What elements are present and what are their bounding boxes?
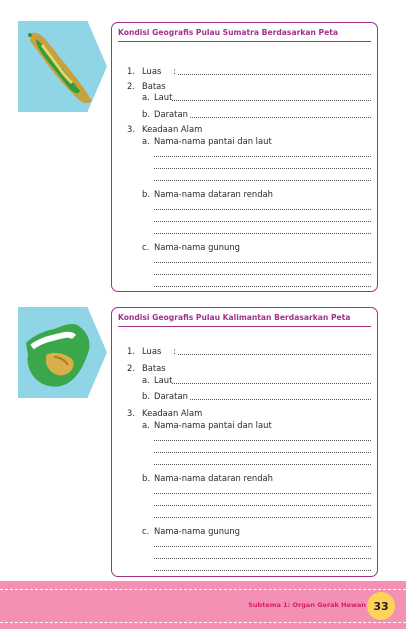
luas-colon: : <box>173 66 176 76</box>
batas-label: Batas <box>142 81 166 91</box>
pantai-answer-line[interactable] <box>154 464 371 465</box>
footer-subtema <box>248 601 366 609</box>
card-title: Kondisi Geografis Pulau Kalimantan Berdasarkan Peta <box>118 313 351 322</box>
pantai-answer-line[interactable] <box>154 440 371 441</box>
item-letter: a. <box>142 136 150 146</box>
pantai-answer-line[interactable] <box>154 156 371 157</box>
kalimantan-map-icon <box>18 307 107 398</box>
pantai-answer-line[interactable] <box>154 168 371 169</box>
pantai-label: Nama-nama pantai dan laut <box>154 420 272 430</box>
sumatra-map-icon <box>18 21 107 112</box>
gunung-answer-line[interactable] <box>154 570 371 571</box>
item-letter: c. <box>142 526 150 536</box>
subtema-title: Organ Gerak Hewan <box>292 601 366 609</box>
laut-label: Laut <box>154 92 173 102</box>
gunung-answer-line[interactable] <box>154 558 371 559</box>
gunung-answer-line[interactable] <box>154 262 371 263</box>
daratan-label: Daratan <box>154 391 188 401</box>
dataran-answer-line[interactable] <box>154 209 371 210</box>
luas-answer-line[interactable] <box>178 74 371 75</box>
item-letter: b. <box>142 109 150 119</box>
gunung-answer-line[interactable] <box>154 274 371 275</box>
item-letter: b. <box>142 473 150 483</box>
sumatra-card <box>111 22 378 292</box>
card-title: Kondisi Geografis Pulau Sumatra Berdasarkan Peta <box>118 28 339 37</box>
laut-label: Laut <box>154 375 173 385</box>
dataran-label: Nama-nama dataran rendah <box>154 473 273 483</box>
item-number: 1. <box>127 66 135 76</box>
footer-dashed-line <box>0 589 406 590</box>
keadaan-alam-label: Keadaan Alam <box>142 124 203 134</box>
daratan-label: Daratan <box>154 109 188 119</box>
luas-answer-line[interactable] <box>178 354 371 355</box>
subtema-label: Subtema 1: <box>248 601 291 609</box>
daratan-answer-line[interactable] <box>190 399 371 400</box>
item-letter: a. <box>142 375 150 385</box>
luas-label: Luas <box>142 66 162 76</box>
gunung-answer-line[interactable] <box>154 286 371 287</box>
dataran-answer-line[interactable] <box>154 493 371 494</box>
footer-dashed-line <box>0 622 406 623</box>
item-number: 2. <box>127 81 135 91</box>
kalimantan-card <box>111 307 378 577</box>
divider <box>118 326 371 327</box>
pantai-answer-line[interactable] <box>154 452 371 453</box>
luas-colon: : <box>173 346 176 356</box>
item-letter: c. <box>142 242 150 252</box>
laut-answer-line[interactable] <box>172 100 371 101</box>
dataran-answer-line[interactable] <box>154 517 371 518</box>
gunung-label: Nama-nama gunung <box>154 526 240 536</box>
pantai-answer-line[interactable] <box>154 180 371 181</box>
divider <box>118 41 371 42</box>
dataran-answer-line[interactable] <box>154 505 371 506</box>
item-number: 3. <box>127 408 135 418</box>
item-letter: b. <box>142 189 150 199</box>
gunung-answer-line[interactable] <box>154 546 371 547</box>
item-letter: a. <box>142 92 150 102</box>
laut-answer-line[interactable] <box>172 383 371 384</box>
pantai-label: Nama-nama pantai dan laut <box>154 136 272 146</box>
dataran-label: Nama-nama dataran rendah <box>154 189 273 199</box>
item-letter: a. <box>142 420 150 430</box>
dataran-answer-line[interactable] <box>154 233 371 234</box>
item-number: 2. <box>127 363 135 373</box>
page-number: 33 <box>367 592 395 620</box>
keadaan-alam-label: Keadaan Alam <box>142 408 203 418</box>
item-letter: b. <box>142 391 150 401</box>
luas-label: Luas <box>142 346 162 356</box>
batas-label: Batas <box>142 363 166 373</box>
item-number: 1. <box>127 346 135 356</box>
dataran-answer-line[interactable] <box>154 221 371 222</box>
daratan-answer-line[interactable] <box>190 117 371 118</box>
gunung-label: Nama-nama gunung <box>154 242 240 252</box>
item-number: 3. <box>127 124 135 134</box>
